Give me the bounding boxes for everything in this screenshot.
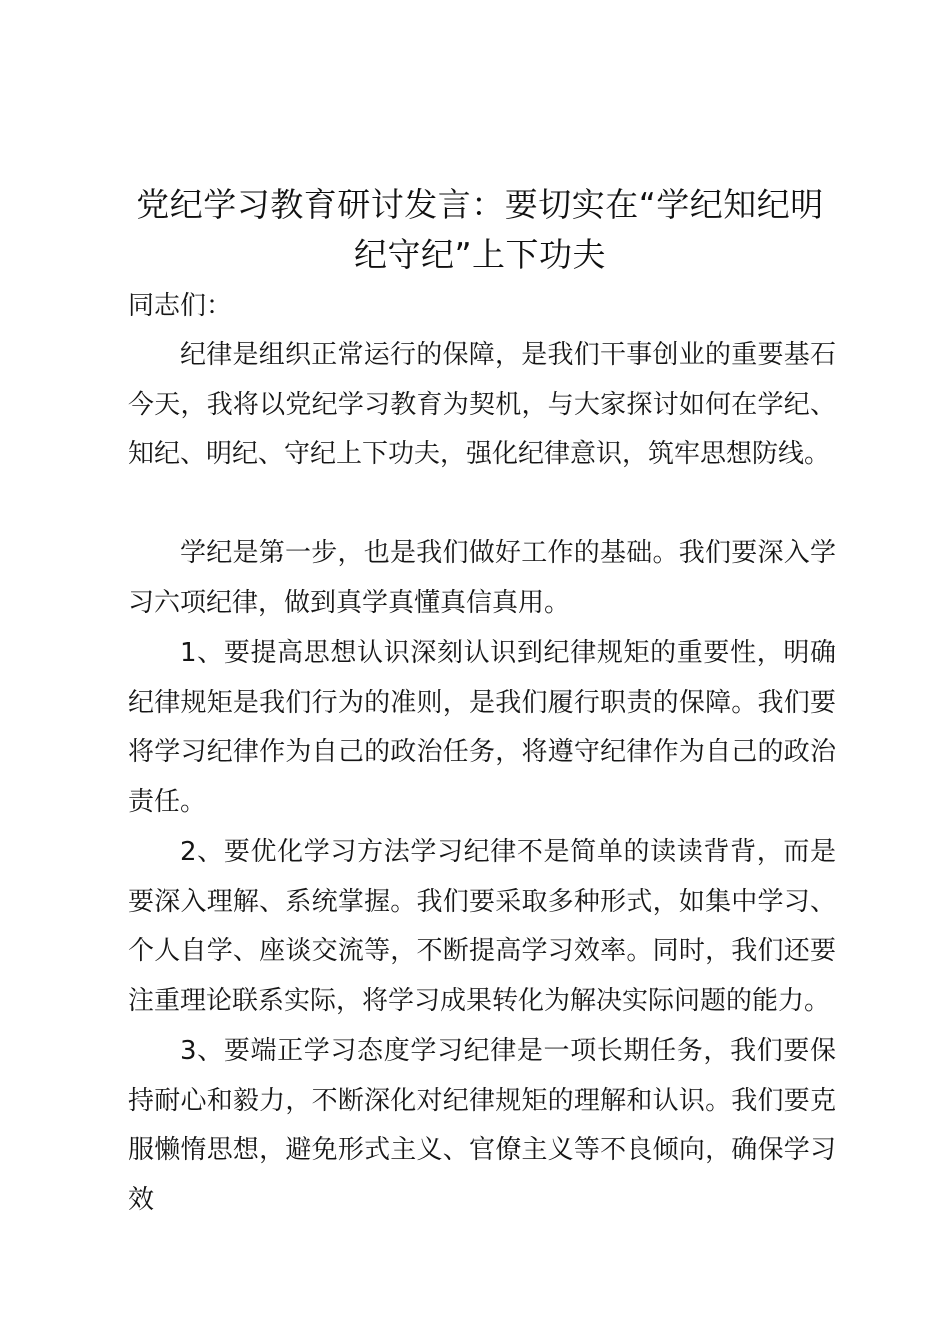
paragraph-point-2: 2、要优化学习方法学习纪律不是简单的读读背背，而是要深入理解、系统掌握。我们要采取多种形式，如集中学习、个人自学、座谈交流等，不断提高学习效率。同时，我们还要注重理论联系实际，将学习成果转化为解决实际问题的能力。 xyxy=(128,837,836,1016)
paragraph-point-1: 1、要提高思想认识深刻认识到纪律规矩的重要性，明确纪律规矩是我们行为的准则，是我们履行职责的保障。我们要将学习纪律作为自己的政治任务，将遵守纪律作为自己的政治责任。 xyxy=(128,638,836,817)
salutation: 同志们： xyxy=(128,291,233,321)
paragraph-point-3: 3、要端正学习态度学习纪律是一项长期任务，我们要保持耐心和毅力，不断深化对纪律规矩的理解和认识。我们要克服懒惰思想，避免形式主义、官僚主义等不良倾向，确保学习效 xyxy=(128,1036,836,1215)
paragraph-learn-discipline: 学纪是第一步，也是我们做好工作的基础。我们要深入学习六项纪律，做到真学真懂真信真用。 xyxy=(128,538,836,618)
document-title: 党纪学习教育研讨发言：要切实在“学纪知纪明纪守纪”上下功夫 xyxy=(136,185,824,274)
paragraph-intro: 纪律是组织正常运行的保障，是我们干事创业的重要基石今天，我将以党纪学习教育为契机，与大家探讨如何在学纪、知纪、明纪、守纪上下功夫，强化纪律意识，筑牢思想防线。 xyxy=(128,340,836,469)
